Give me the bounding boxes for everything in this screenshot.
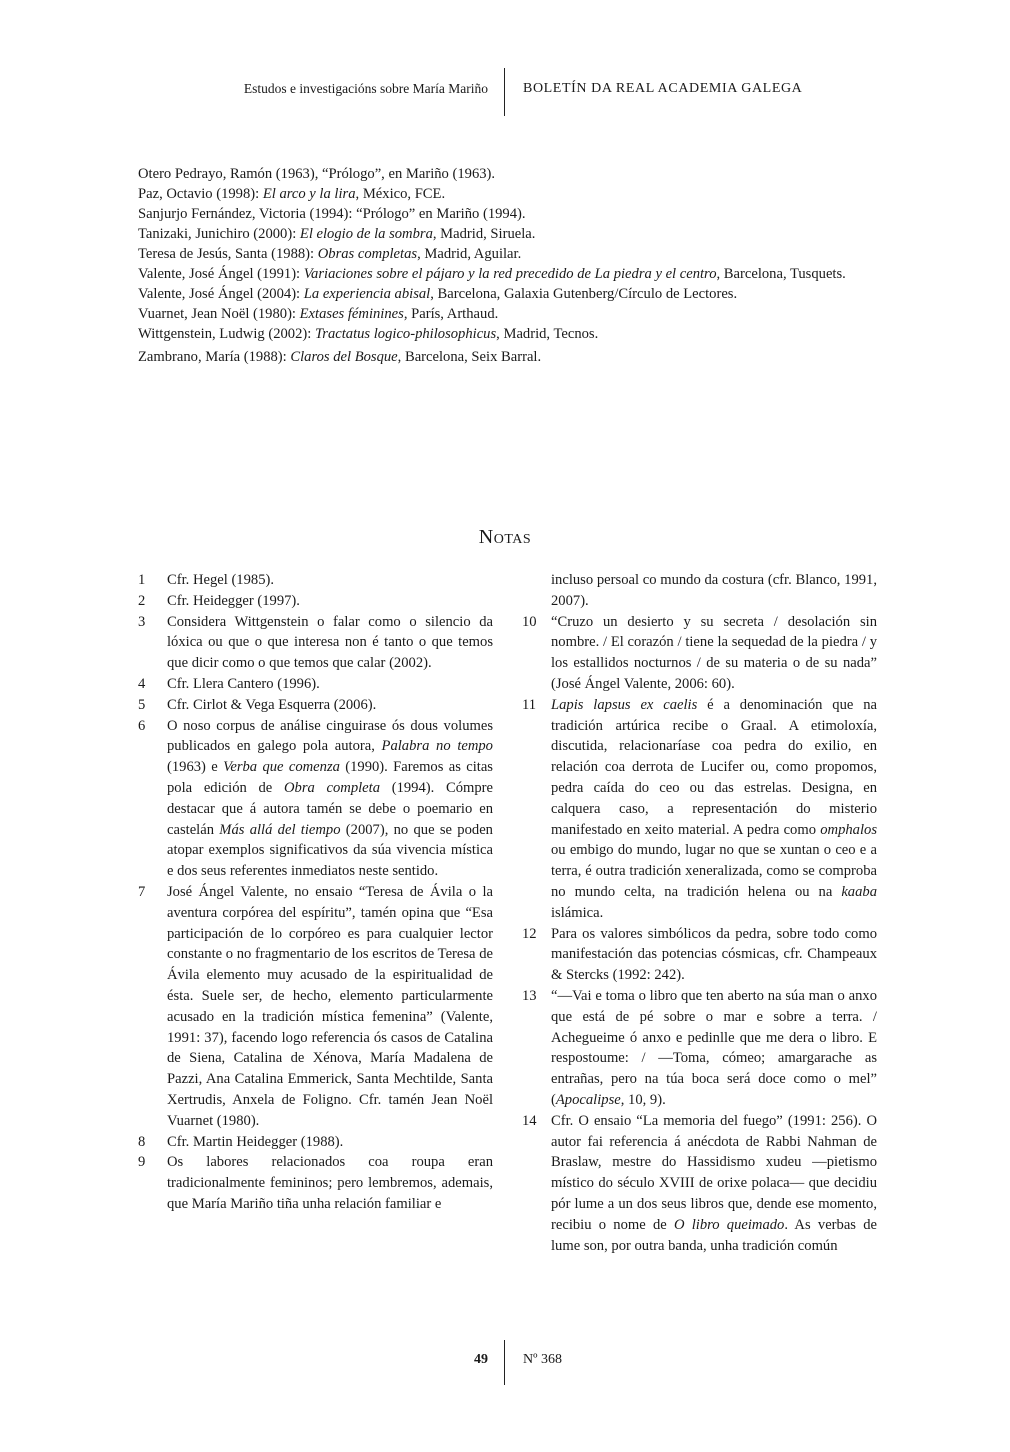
note-item: 7 José Ángel Valente, no ensaio “Teresa de Ávila o la aventura corpórea del espíritu”, tamén opina que “Esa participación de lo corpóreo es para cualquier lector constante o no fragmentario de los escritos de Teresa de Ávila elemento muy acusado de la espiritualidad de ésta. Suele ser, de hecho, elemento particularmente acusado en la tradición mística femenina” (Valente, 1991: 37), facendo logo referencia ós casos de Catalina de Siena, Catalina de Xénova, María Madalena de Pazzi, Ana Catalina Emmerick, Santa Mechtilde, Santa Xertrudis, Anxela de Foligno. Cfr. tamén Jean Noël Vuarnet (1980).: [138, 882, 493, 1132]
note-number: 12: [522, 925, 537, 942]
reference-item: Zambrano, María (1988): Claros del Bosque, Barcelona, Seix Barral.: [138, 349, 542, 365]
notes-heading: Notas: [478, 526, 532, 548]
reference-item: Valente, José Ángel (1991): Variaciones sobre el pájaro y la red precedido de La piedra y el centro, Barcelona, Tusquets.: [138, 266, 846, 282]
note-item: 3 Considera Wittgenstein o falar como o silencio da lóxica ou que o que interesa non é tanto o que temos que dicir como o que temos que calar (2002).: [138, 612, 493, 674]
note-number: 9: [138, 1154, 146, 1171]
note-continuation: incluso persoal co mundo da costura (cfr. Blanco, 1991, 2007).: [551, 572, 877, 609]
note-item: 12 Para os valores simbólicos da pedra, sobre todo como manifestación das potencias cósmicas, cfr. Champeaux & Stercks (1992: 242).: [522, 924, 877, 986]
section-title: Estudos e investigacións sobre María Mariño: [243, 81, 488, 96]
note-number: 1: [138, 572, 146, 588]
bibliography-list: [138, 164, 873, 367]
note-number: 4: [138, 675, 146, 692]
note-number: 10: [522, 613, 537, 630]
note-item: 6 O noso corpus de análise cinguirase ós dous volumes publicados en galego pola autora, Palabra no tempo (1963) e Verba que comenza (1990). Faremos as citas pola edición de Obra completa (1994). Cómpre destacar que á autora tamén se debe o poemario en castelán Más allá del tiempo (2007), no que se poden atopar exemplos significativos da súa vivencia mística e dos seus referentes inmediatos neste sentido.: [138, 716, 493, 882]
note-item: 8 Cfr. Martin Heidegger (1988).: [138, 1132, 493, 1153]
note-item: 10 “Cruzo un desierto y su secreta / desolación sin nombre. / El corazón / tiene la sequedad de la piedra / y los estallidos nocturnos / de su materia o de su nada” (José Ángel Valente, 2006: 60).: [522, 612, 877, 695]
notes-column-right: [522, 570, 877, 1256]
note-number: 7: [138, 883, 146, 900]
reference-item: Valente, José Ángel (2004): La experiencia abisal, Barcelona, Galaxia Gutenberg/Círculo de Lectores.: [138, 286, 738, 302]
reference-item: Otero Pedrayo, Ramón (1963), “Prólogo”, en Mariño (1963).: [138, 166, 496, 182]
note-item: 2 Cfr. Heidegger (1997).: [138, 591, 493, 612]
note-number: 8: [138, 1133, 146, 1150]
note-number: 2: [138, 592, 146, 609]
note-item: 5 Cfr. Cirlot & Vega Esquerra (2006).: [138, 695, 493, 716]
page-number: 49: [474, 1352, 488, 1367]
note-number: 5: [138, 696, 146, 713]
reference-item: Paz, Octavio (1998): El arco y la lira, México, FCE.: [138, 186, 446, 202]
reference-item: Wittgenstein, Ludwig (2002): Tractatus logico-philosophicus, Madrid, Tecnos.: [138, 326, 599, 342]
reference-item: Sanjurjo Fernández, Victoria (1994): “Prólogo” en Mariño (1994).: [138, 206, 526, 222]
note-number: 6: [138, 717, 146, 734]
reference-item: Tanizaki, Junichiro (2000): El elogio de la sombra, Madrid, Siruela.: [138, 226, 536, 242]
note-item: 4 Cfr. Llera Cantero (1996).: [138, 674, 493, 695]
note-number: 14: [522, 1112, 537, 1129]
journal-title: BOLETÍN DA REAL ACADEMIA GALEGA: [523, 81, 803, 96]
issue-number: Nº 368: [523, 1352, 562, 1367]
note-item: 1 Cfr. Hegel (1985).: [138, 570, 493, 591]
running-footer: [0, 1340, 1010, 1385]
running-header: [0, 68, 1010, 116]
note-item: 13 “—Vai e toma o libro que ten aberto na súa man o anxo que está de pé sobre o mar e sobre a terra. / Achegueime ó anxo e pedinlle que me dera o libro. E respostoume: / —Toma, cómeo; amargarache as entrañas, pero na túa boca será doce como o mel” (Apocalipse, 10, 9).: [522, 986, 877, 1111]
note-item: 9 Os labores relacionados coa roupa eran tradicionalmente femininos; pero lembremos, ademais, que María Mariño tiña unha relación familiar e: [138, 1152, 493, 1214]
note-item: 11 Lapis lapsus ex caelis é a denominación que na tradición artúrica recibe o Graal. A etimoloxía, discutida, relacionaríase coa pedra do exilio, en relación coa derrota de Lucifer ou, como propomos, pedra caída do ceo ou das estrelas. Designa, en calquera caso, a representación do misterio manifestado en xeito material. A pedra como omphalos ou embigo do mundo, lugar no que se xuntan o ceo e a terra, é outra tradición xeneralizada, como se comproba no mundo celta, na tradición helena ou na kaaba islámica.: [522, 695, 877, 924]
note-number: 3: [138, 613, 146, 630]
notes-column-left: [138, 570, 493, 1215]
reference-item: Vuarnet, Jean Noël (1980): Extases féminines, París, Arthaud.: [138, 306, 499, 322]
note-number: 13: [522, 987, 537, 1004]
header-divider: [504, 68, 505, 116]
note-item: 14 Cfr. O ensaio “La memoria del fuego” (1991: 256). O autor fai referencia á anécdota de Rabbi Nahman de Braslaw, mestre do Hassidismo xudeu —pietismo místico do século XVIII de orixe polaca— que decidiu pór lume a un dos seus libros que, dende ese momento, recibiu o nome de O libro queimado. As verbas de lume son, por outra banda, unha tradición común: [522, 1111, 877, 1257]
note-number: 11: [522, 696, 537, 713]
footer-divider: [504, 1340, 505, 1385]
reference-item: Teresa de Jesús, Santa (1988): Obras completas, Madrid, Aguilar.: [138, 246, 522, 262]
